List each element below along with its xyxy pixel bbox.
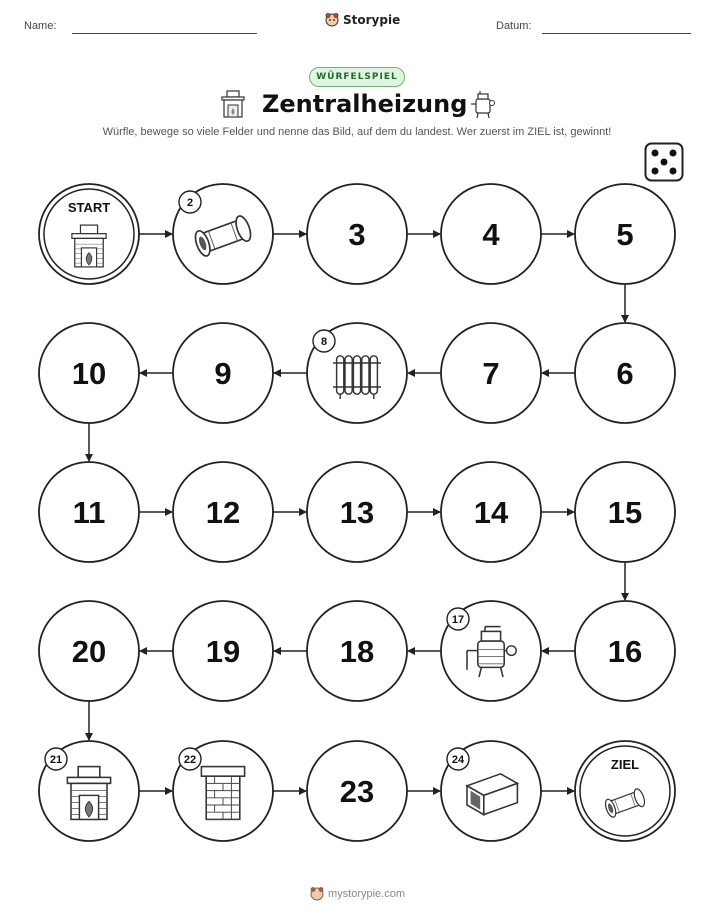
finish-label: ZIEL: [610, 757, 640, 772]
footer-url: mystorypie.com: [328, 888, 406, 900]
board-cell-15: [575, 462, 675, 562]
cell-number: 5: [616, 217, 634, 252]
date-label: Datum:: [496, 20, 532, 32]
name-label: Name:: [24, 20, 57, 32]
footer: [310, 887, 405, 901]
cell-number-badge: 2: [186, 197, 194, 209]
game-type-badge: WÜRFELSPIEL: [309, 67, 405, 87]
cell-number: 13: [339, 495, 375, 530]
board-cell-23: [307, 741, 407, 841]
chimney-icon: [201, 767, 244, 820]
board-cell-4: [441, 184, 541, 284]
board-cell-12: [173, 462, 273, 562]
instructions-text: Würfle, bewege so viele Felder und nenne das Bild, auf dem du landest. Wer zuerst im ZIEL ist, gewinnt!: [102, 126, 612, 138]
cell-number: 9: [214, 356, 232, 391]
board-cell-8: [307, 323, 407, 423]
board-cell-17: [441, 601, 541, 701]
cell-number: 18: [339, 634, 375, 669]
brand-name: Storypie: [343, 13, 401, 27]
cell-number: 19: [205, 634, 241, 669]
cell-number: 7: [482, 356, 500, 391]
board-cell-18: [307, 601, 407, 701]
cell-number: 20: [71, 634, 107, 669]
cell-number-badge: 24: [451, 754, 465, 766]
board-cell-13: [307, 462, 407, 562]
cell-number: 23: [339, 774, 375, 809]
cell-number-badge: 21: [49, 754, 63, 766]
board-cell-21: [39, 741, 139, 841]
cell-number: 6: [616, 356, 634, 391]
board-cell-16: [575, 601, 675, 701]
cell-number: 4: [482, 217, 500, 252]
board-cell-19: [173, 601, 273, 701]
board-cell-6: [575, 323, 675, 423]
cell-number: 3: [348, 217, 366, 252]
cell-number-badge: 22: [183, 754, 197, 766]
board-cell-ziel: [575, 741, 675, 841]
board-cell-14: [441, 462, 541, 562]
board-cell-5: [575, 184, 675, 284]
board-cell-20: [39, 601, 139, 701]
cell-number-badge: 17: [451, 614, 465, 626]
cell-number-badge: 8: [320, 336, 328, 348]
cell-number: 14: [473, 495, 509, 530]
cell-number: 11: [72, 495, 106, 530]
mascot-icon: [310, 887, 324, 901]
board-cell-9: [173, 323, 273, 423]
page-title: Zentralheizung: [262, 90, 468, 118]
start-label: START: [67, 200, 111, 215]
cell-number: 15: [607, 495, 643, 530]
board-cell-10: [39, 323, 139, 423]
board-cell-24: [441, 741, 541, 841]
board-cell-22: [173, 741, 273, 841]
cell-number: 10: [71, 356, 107, 391]
board-cell-start: [39, 184, 139, 284]
radiator-icon: [333, 356, 381, 399]
board-cell-11: [39, 462, 139, 562]
board-cell-2: [173, 184, 273, 284]
board-cell-7: [441, 323, 541, 423]
cell-number: 16: [607, 634, 643, 669]
board-cell-3: [307, 184, 407, 284]
cell-number: 12: [205, 495, 241, 530]
